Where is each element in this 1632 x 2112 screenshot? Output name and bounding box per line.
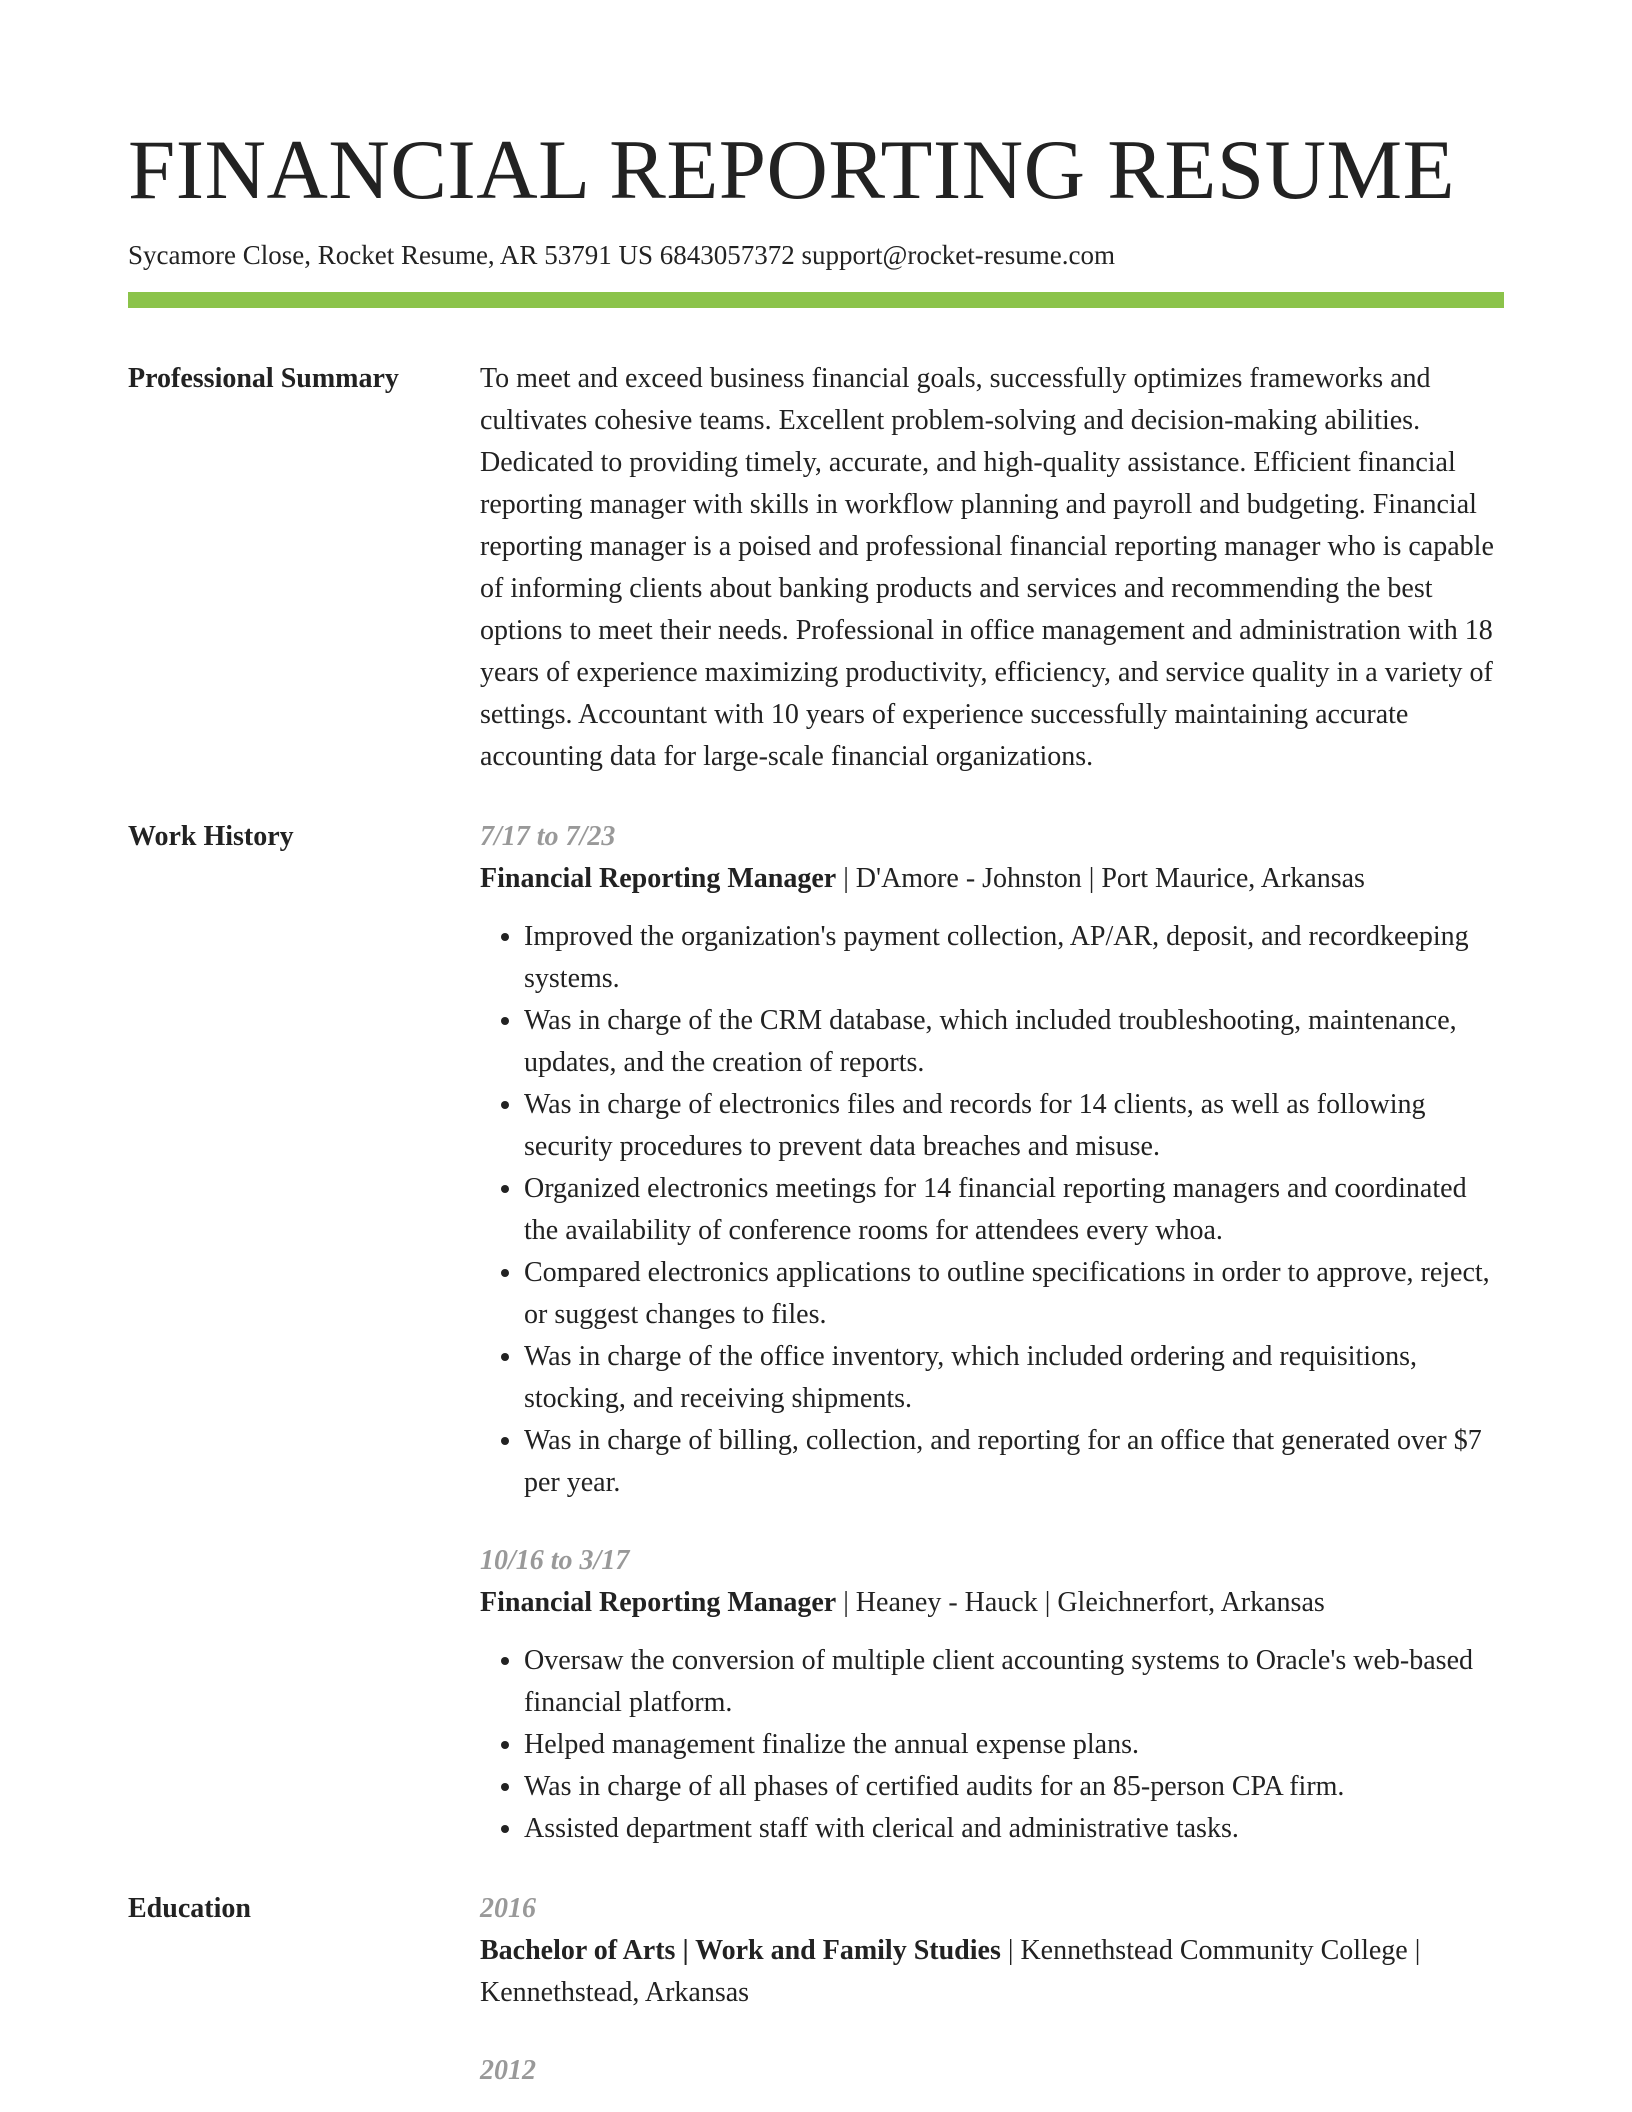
- list-item: • Oversaw the conversion of multiple client accounting systems to Oracle's web-based financial platform.: [524, 1640, 1504, 1724]
- list-item: • Was in charge of the office inventory, which included ordering and requisitions, stocking, and receiving shipments.: [524, 1336, 1504, 1420]
- school-details: | Kennethstead Community College | Kennethstead, Arkansas: [480, 1935, 1421, 2008]
- list-item: • Was in charge of all phases of certified audits for an 85-person CPA firm.: [524, 1766, 1504, 1808]
- education-body: [480, 1888, 1504, 2092]
- job-title: Financial Reporting Manager: [480, 863, 837, 894]
- work-history-body: [480, 816, 1504, 1850]
- list-item: • Was in charge of the CRM database, which included troubleshooting, maintenance, updates, and the creation of reports.: [524, 1000, 1504, 1084]
- work-bullets: [480, 1640, 1504, 1850]
- education-entry: [480, 1888, 1504, 2014]
- summary-body: [480, 358, 1504, 778]
- education-entry: [480, 2050, 1504, 2092]
- work-dates: 7/17 to 7/23: [480, 821, 616, 852]
- work-history-section: [128, 816, 1504, 1850]
- work-dates: 10/16 to 3/17: [480, 1545, 630, 1576]
- contact-line: Sycamore Close, Rocket Resume, AR 53791 US 6843057372 support@rocket-resume.com: [128, 240, 1115, 270]
- list-item: • Organized electronics meetings for 14 financial reporting managers and coordinated the availability of conference rooms for attendees every whoa.: [524, 1168, 1504, 1252]
- list-item: • Assisted department staff with clerical and administrative tasks.: [524, 1808, 1504, 1850]
- accent-divider: [128, 292, 1504, 308]
- employer-details: | D'Amore - Johnston | Port Maurice, Arkansas: [836, 863, 1365, 894]
- work-role-line: [480, 1582, 1504, 1624]
- list-item: • Compared electronics applications to outline specifications in order to approve, reject, or suggest changes to files.: [524, 1252, 1504, 1336]
- list-item: • Was in charge of billing, collection, and reporting for an office that generated over $7 per year.: [524, 1420, 1504, 1504]
- work-entry: [480, 816, 1504, 1504]
- section-label-summary: Professional Summary: [128, 363, 399, 394]
- education-line: [480, 1930, 1504, 2014]
- work-role-line: [480, 858, 1504, 900]
- list-item: • Was in charge of electronics files and records for 14 clients, as well as following security procedures to prevent data breaches and misuse.: [524, 1084, 1504, 1168]
- employer-details: | Heaney - Hauck | Gleichnerfort, Arkansas: [836, 1587, 1325, 1618]
- resume-title: FINANCIAL REPORTING RESUME: [128, 123, 1456, 217]
- work-bullets: [480, 916, 1504, 1504]
- summary-text: To meet and exceed business financial goals, successfully optimizes frameworks and cultivates cohesive teams. Excellent problem-solving and decision-making abilities. Dedicated to providing timely, accurate, and high-quality assistance. Efficient financial reporting manager with skills in workflow planning and payroll and budgeting. Financial reporting manager is a poised and professional financial reporting manager who is capable of informing clients about banking products and services and recommending the best options to meet their needs. Professional in office management and administration with 18 years of experience maximizing productivity, efficiency, and service quality in a variety of settings. Accountant with 10 years of experience successfully maintaining accurate accounting data for large-scale financial organizations.: [480, 363, 1494, 772]
- work-entry: [480, 1540, 1504, 1850]
- degree-title: Bachelor of Arts | Work and Family Studies: [480, 1935, 1001, 1966]
- education-dates: 2012: [480, 2055, 536, 2086]
- list-item: • Improved the organization's payment collection, AP/AR, deposit, and recordkeeping systems.: [524, 916, 1504, 1000]
- summary-section: [128, 358, 1504, 778]
- section-label-education: Education: [128, 1893, 251, 1924]
- section-label-work-history: Work History: [128, 821, 294, 852]
- job-title: Financial Reporting Manager: [480, 1587, 837, 1618]
- education-dates: 2016: [480, 1893, 536, 1924]
- resume-page: [128, 0, 1504, 2092]
- list-item: • Helped management finalize the annual expense plans.: [524, 1724, 1504, 1766]
- education-section: [128, 1888, 1504, 2092]
